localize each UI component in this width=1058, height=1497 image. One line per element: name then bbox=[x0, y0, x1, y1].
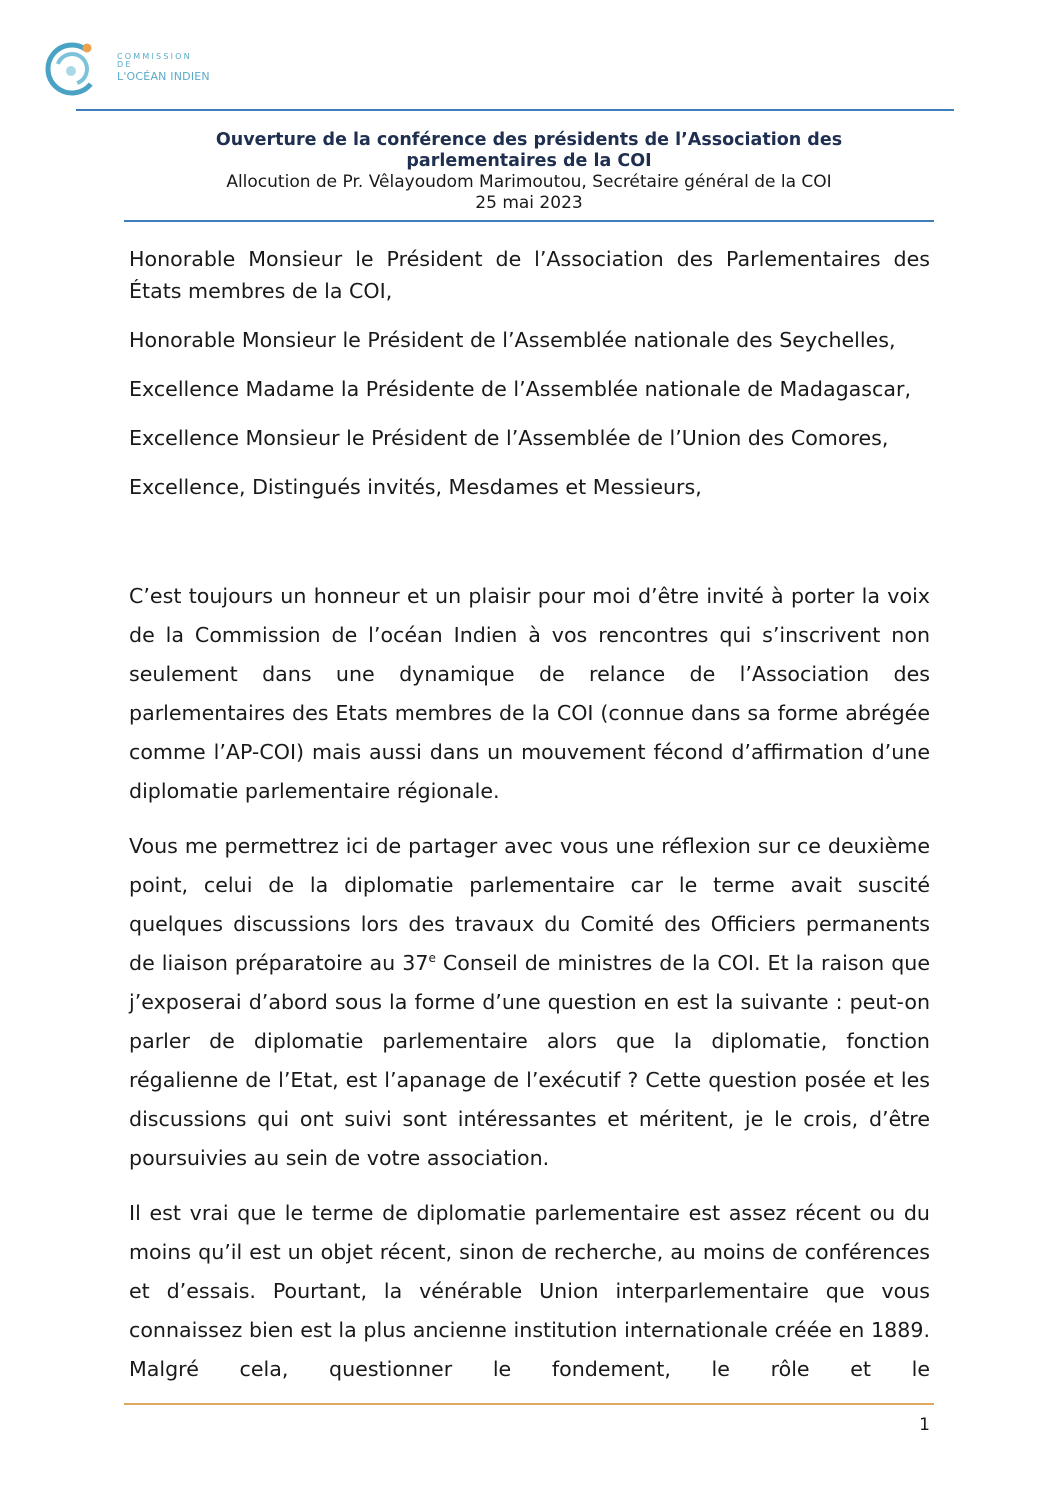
document-header bbox=[124, 130, 934, 214]
top-divider bbox=[76, 109, 954, 111]
ordinal-superscript: e bbox=[428, 951, 436, 966]
speech-body bbox=[129, 577, 930, 1405]
date: 25 mai 2023 bbox=[475, 193, 583, 213]
title-line-1: Ouverture de la conférence des présidents de l’Association des bbox=[215, 130, 843, 150]
paragraph-1: C’est toujours un honneur et un plaisir pour moi d’être invité à porter la voix de la Commission de l’océan Indien à vos rencontres qui s’inscrivent non seulement dans une dynamique de relance de l’Association des parlementaires des Etats membres de la COI (connue dans sa forme abrégée comme l’AP-COI) mais aussi dans un mouvement fécond d’affirmation d’une diplomatie parlementaire régionale. bbox=[129, 584, 930, 803]
logo-line-2: L'OCÉAN INDIEN bbox=[117, 70, 210, 83]
coi-emblem-icon bbox=[42, 38, 112, 96]
salutation-4: Excellence Monsieur le Président de l’Assemblée de l’Union des Comores, bbox=[129, 426, 889, 450]
coi-logo bbox=[42, 38, 212, 96]
salutations bbox=[129, 243, 930, 520]
salutation-3: Excellence Madame la Présidente de l’Assemblée nationale de Madagascar, bbox=[129, 377, 911, 401]
salutation-1: Honorable Monsieur le Président de l’Association des Parlementaires des États membres de la COI, bbox=[129, 247, 930, 303]
paragraph-2-part-b: Conseil de ministres de la COI. Et la raison que j’exposerai d’abord sous la forme d’une question en est la suivante : peut-on parler de diplomatie parlementaire alors que la diplomatie, fonction régalienne de l’Etat, est l’apanage de l’exécutif ? Cette question posée et les discussions qui ont suivi sont intéressantes et méritent, je le crois, d’être poursuivies au sein de votre association. bbox=[129, 951, 930, 1170]
paragraph-3: Il est vrai que le terme de diplomatie parlementaire est assez récent ou du moins qu’il est un objet récent, sinon de recherche, au moins de conférences et d’essais. Pourtant, la vénérable Union interparlementaire que vous connaissez bien est la plus ancienne institution internationale créée en 1889. Malgré cela, questionner le fondement, le rôle et le bbox=[129, 1201, 930, 1381]
subtitle: Allocution de Pr. Vêlayoudom Marimoutou, Secrétaire général de la COI bbox=[226, 172, 832, 192]
paragraph-2-part-a: Vous me permettrez ici de partager avec vous une réflexion sur ce deuxième point, celui de la diplomatie parlementaire car le terme avait suscité quelques discussions lors des travaux du Comité des Officiers permanents de liaison préparatoire au 37 bbox=[129, 834, 930, 975]
logo-line-1: COMMISSION DE bbox=[117, 52, 192, 69]
salutation-5: Excellence, Distingués invités, Mesdames et Messieurs, bbox=[129, 475, 702, 499]
title-line-2: parlementaires de la COI bbox=[406, 151, 652, 171]
logo-text bbox=[117, 53, 212, 82]
salutation-2: Honorable Monsieur le Président de l’Assemblée nationale des Seychelles, bbox=[129, 328, 896, 352]
page-number: 1 bbox=[919, 1415, 930, 1435]
footer-divider bbox=[124, 1403, 934, 1405]
paragraph-2 bbox=[129, 827, 930, 1178]
header-divider bbox=[124, 220, 934, 222]
